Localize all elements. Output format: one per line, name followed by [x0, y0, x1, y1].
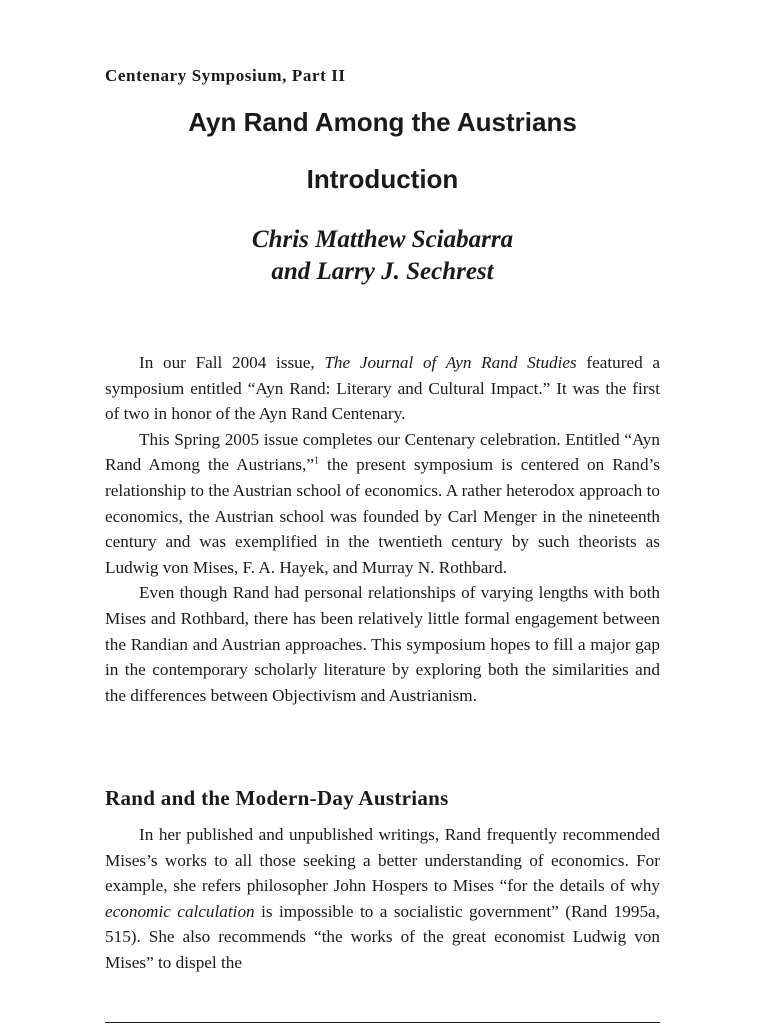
- journal-page: [105, 0, 660, 1024]
- running-head: Centenary Symposium, Part II: [105, 66, 346, 85]
- emphasis-economic-calculation: economic calculation: [105, 901, 255, 921]
- paragraph-2-text-end: the present symposium is centered on Rand’s relationship to the Austrian school of economics. A rather heterodox approach to economics, the Austrian school was founded by Carl Menger in the nineteenth century and was exemplified in the twentieth century by such theorists as Ludwig von Mises, F. A. Hayek, and Murray N. Rothbard.: [105, 455, 661, 577]
- author-line-1: Chris Matthew Sciabarra: [251, 226, 514, 253]
- paragraph-4-text-end: is impossible to a socialistic government” (Rand 1995a, 515). She also recommends “the works of the great economist Ludwig von Mises” to dispel the: [105, 901, 660, 972]
- author-line-2: and Larry J. Sechrest: [271, 258, 494, 285]
- paragraph-3: Even though Rand had personal relationships of varying lengths with both Mises and Rothbard, there has been relatively little formal engagement between the Randian and Austrian approaches. This symposium hopes to fill a major gap in the contemporary scholarly literature by exploring both the similarities and the differences between Objectivism and Austrianism.: [105, 583, 660, 705]
- paragraph-4-text-start: In her published and unpublished writings, Rand frequently recommended Mises’s works to all those seeking a better understanding of economics. For example, she refers philosopher John Hospers to Mises “for the details of why: [105, 825, 660, 896]
- paragraph-4: [105, 822, 660, 976]
- footnote-reference[interactable]: 1: [313, 455, 319, 467]
- paragraph-1-text-end: featured a symposium entitled “Ayn Rand: Literary and Cultural Impact.” It was the first of two in honor of the Ayn Rand Centenary.: [105, 353, 660, 424]
- intro-body: [105, 350, 660, 708]
- author-block: [105, 224, 660, 288]
- paragraph-1-text-start: In our Fall 2004 issue,: [139, 353, 325, 372]
- footnote-divider: [105, 1022, 660, 1023]
- section-body: [105, 822, 660, 976]
- section-heading: Rand and the Modern-Day Austrians: [105, 786, 449, 810]
- paragraph-2-text-start: This Spring 2005 issue completes our Centenary celebration. Entitled “Ayn Rand Among the Austrians,”: [105, 429, 660, 475]
- paragraph-1: [105, 350, 660, 427]
- article-subtitle: Introduction: [306, 164, 459, 194]
- journal-title: The Journal of Ayn Rand Studies: [324, 353, 577, 372]
- article-title: Ayn Rand Among the Austrians: [188, 107, 577, 137]
- paragraph-2: [105, 427, 660, 581]
